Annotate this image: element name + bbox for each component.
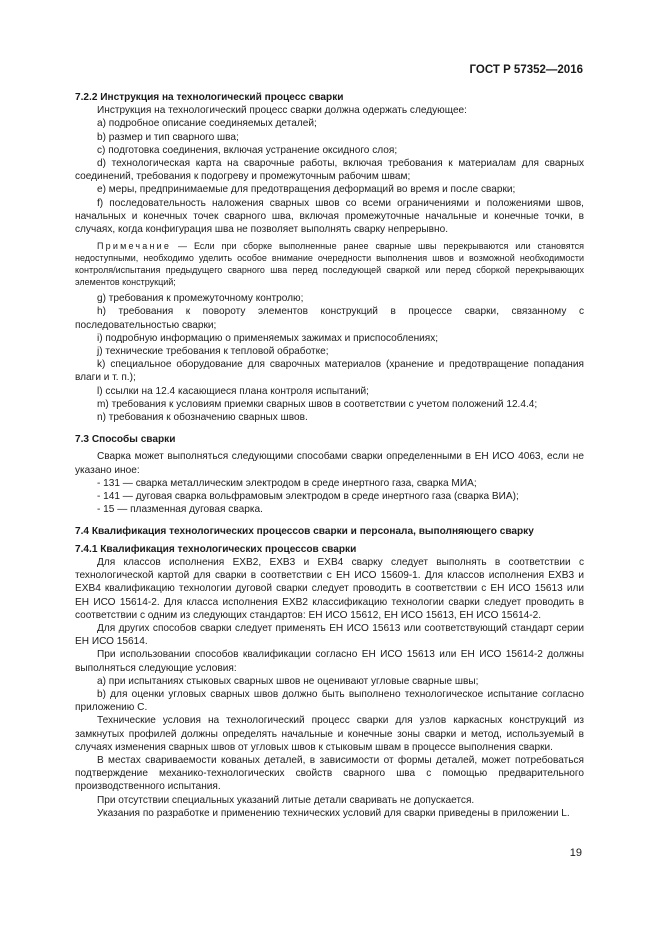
- paragraph: Сварка может выполняться следующими способами сварки определенными в ЕН ИСО 4063, если не указано иное:: [75, 451, 584, 476]
- list-item: i) подробную информацию о применяемых зажимах и приспособлениях;: [97, 332, 439, 344]
- list-item: l) ссылки на 12.4 касающиеся плана контроля испытаний;: [97, 385, 369, 397]
- standard-header: ГОСТ Р 57352—2016: [469, 64, 583, 76]
- paragraph: При отсутствии специальных указаний литые детали сваривать не допускается.: [97, 794, 475, 806]
- paragraph: Инструкция на технологический процесс сварки должна одержать следующее:: [97, 105, 467, 117]
- list-item: - 15 — плазменная дуговая сварка.: [97, 504, 263, 516]
- list-item: h) требования к повороту элементов конструкций в процессе сварки, связанному с последовательностью сварки;: [75, 306, 584, 331]
- note: [75, 240, 584, 288]
- list-item: b) размер и тип сварного шва;: [97, 131, 239, 143]
- note-label: Примечание: [97, 241, 172, 252]
- list-item: m) требования к условиям приемки сварных швов в соответствии с учетом положений 12.4.4;: [97, 398, 538, 410]
- paragraph: Для других способов сварки следует применять ЕН ИСО 15613 или соответствующий стандарт серии ЕН ИСО 15614.: [75, 622, 584, 648]
- section-7-3-heading: 7.3 Способы сварки: [75, 434, 176, 446]
- list-item: a) подробное описание соединяемых деталей;: [97, 118, 317, 130]
- paragraph: Для классов исполнения ЕХВ2, ЕХВ3 и ЕХВ4 сварку следует выполнять в соответствии с технологической картой для сварки в соответствии с ЕН ИСО 15609-1. Для классов исполнения ЕХВ3 и ЕХВ4 квалификацию технологии дуговой сварки следует проводить в соответствии с ЕН ИСО 15613 или ЕН ИСО 15614-2. Для класса исполнения ЕХВ2 классификацию технологии сварки следует проводить в соответствии с одним из следующих стандартов: ЕН ИСО 15612, ЕН ИСО 15613, ЕН ИСО 15614-2.: [75, 556, 584, 621]
- list-item: k) специальное оборудование для сварочных материалов (хранение и предотвращение попадания влаги и т. п.);: [75, 359, 584, 384]
- page-content: [75, 91, 584, 820]
- paragraph: Указания по разработке и применению технических условий для сварки приведены в приложении L.: [97, 807, 570, 819]
- list-item: g) требования к промежуточному контролю;: [97, 293, 304, 305]
- page-number: 19: [569, 847, 582, 859]
- list-item: c) подготовка соединения, включая устранение оксидного слоя;: [97, 144, 398, 156]
- list-item: j) технические требования к тепловой обработке;: [97, 346, 329, 358]
- list-item: d) технологическая карта на сварочные работы, включая требования к материалам для сварных соединений, требования к подогреву и промежуточным рабочим швам;: [75, 158, 584, 183]
- list-item: e) меры, предпринимаемые для предотвращения деформаций во время и после сварки;: [97, 184, 516, 196]
- paragraph: Технические условия на технологический процесс сварки для узлов каркасных конструкций из замкнутых профилей должны определять начальные и конечные зоны сварки и метод, используемый в случаях изменения сварных швов от угловых швов к стыковым швам в процессе выполнения сварки.: [75, 715, 584, 753]
- section-7-4-1-heading: 7.4.1 Квалификация технологических процессов сварки: [75, 543, 357, 555]
- note-text: — Если при сборке выполненные ранее сварные швы перекрываются или становятся недоступными, необходимо уделить особое внимание очередности выполнения швов и возможной необходимости контроля/испытания предыдущего сварного шва перед последующей сваркой или перед сборкой перекрывающих элементов конструкций;: [75, 241, 584, 288]
- section-7-4-heading: 7.4 Квалификация технологических процессов сварки и персонала, выполняющего сварку: [75, 526, 534, 538]
- list-item: - 131 — сварка металлическим электродом в среде инертного газа, сварка МИА;: [97, 477, 477, 489]
- list-item: f) последовательность наложения сварных швов со всеми ограничениями и положениями швов, начальных и конечных точек сварного шва, включая промежуточные начальные и конечные точки, в случаях, когда конфигурация шва не позволяет выполнять сварку непрерывно.: [75, 197, 584, 236]
- list-item: n) требования к обозначению сварных швов.: [97, 412, 308, 424]
- section-7-2-2-heading: 7.2.2 Инструкция на технологический процесс сварки: [75, 92, 344, 103]
- list-item: - 141 — дуговая сварка вольфрамовым электродом в среде инертного газа (сварка ВИА);: [97, 491, 519, 503]
- paragraph: При использовании способов квалификации согласно ЕН ИСО 15613 или ЕН ИСО 15614-2 должны выполняться следующие условия:: [75, 649, 584, 674]
- paragraph: В местах свариваемости кованых деталей, в зависимости от формы деталей, может потребоваться подтверждение механико-технологических свойств сварного шва с помощью предварительного производственного испытания.: [75, 754, 584, 793]
- list-item: a) при испытаниях стыковых сварных швов не оценивают угловые сварные швы;: [97, 675, 479, 687]
- list-item: b) для оценки угловых сварных швов должно быть выполнено технологическое испытание согласно приложению С.: [75, 688, 584, 714]
